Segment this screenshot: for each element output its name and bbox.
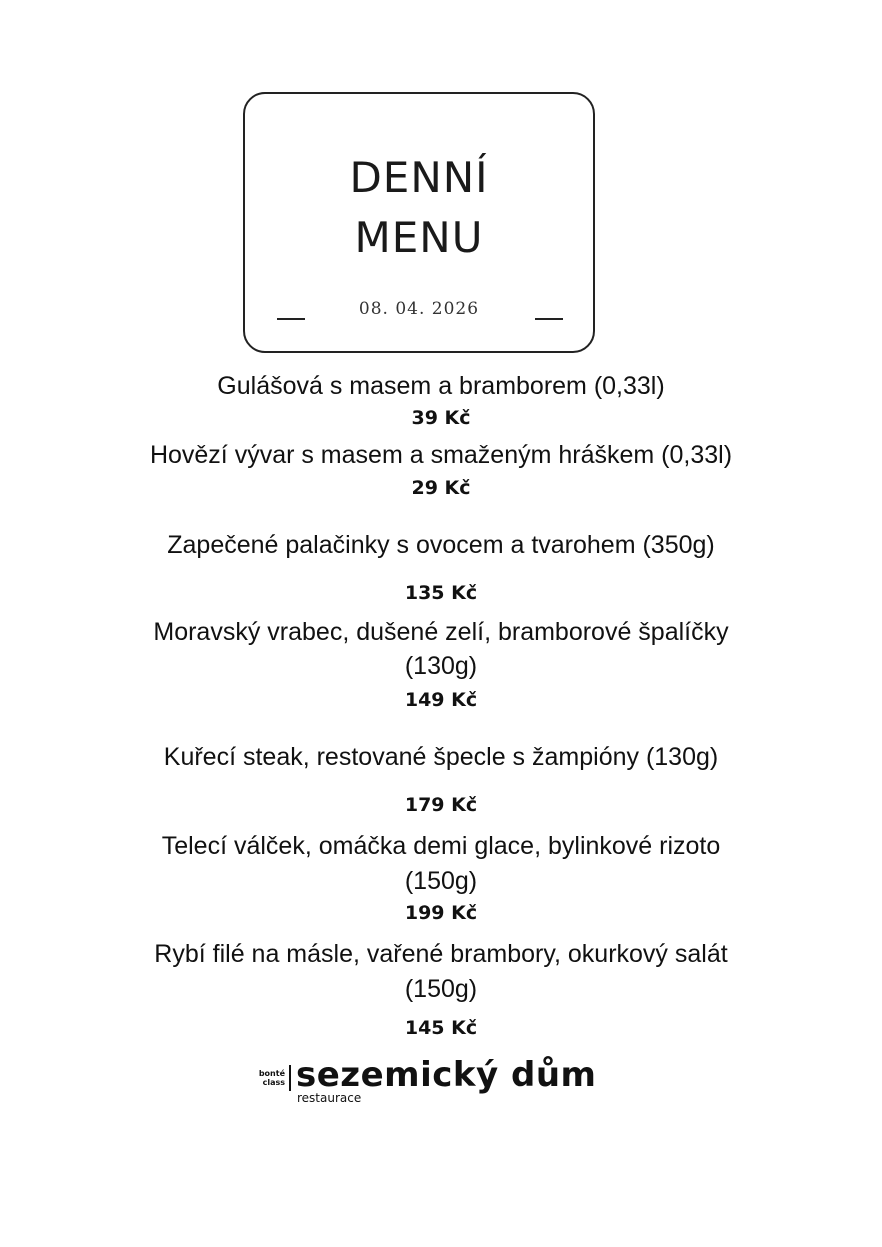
header-box — [243, 92, 595, 353]
logo-divider — [289, 1065, 291, 1091]
menu-item-name: Moravský vrabec, dušené zelí, bramborové špalíčky — [153, 618, 729, 646]
logo-tag-line-2: class — [262, 1078, 285, 1087]
logo-name: sezemický dům — [296, 1055, 597, 1095]
menu-item-price: 149 Kč — [404, 689, 478, 711]
page-title-line-1: DENNÍ — [349, 153, 489, 202]
menu-item-name-cont: (150g) — [404, 867, 478, 895]
menu-item-price: 39 Kč — [411, 407, 471, 429]
menu-item-name: Kuřecí steak, restované špecle s žampióny (130g) — [163, 743, 719, 771]
logo-tag-line-1: bonté — [258, 1069, 285, 1078]
menu-item-name: Hovězí vývar s masem a smaženým hráškem (0,33l) — [149, 441, 733, 469]
logo-tag — [249, 1069, 285, 1087]
menu-item-name: Zapečené palačinky s ovocem a tvarohem (350g) — [167, 531, 715, 559]
menu-item-price: 145 Kč — [404, 1017, 478, 1039]
menu-item-price: 179 Kč — [404, 794, 478, 816]
menu-item-price: 29 Kč — [411, 477, 471, 499]
date-row — [245, 299, 593, 323]
menu-item-name-cont: (150g) — [404, 975, 478, 1003]
menu-item-name-cont: (130g) — [404, 652, 478, 680]
page-title-line-2: MENU — [354, 213, 484, 262]
menu-item-name: Rybí filé na másle, vařené brambory, okurkový salát — [154, 940, 728, 968]
menu-item-price: 199 Kč — [404, 902, 478, 924]
menu-item-name: Telecí válček, omáčka demi glace, bylinkové rizoto — [161, 832, 721, 860]
restaurant-logo — [249, 1055, 629, 1110]
menu-item-name: Gulášová s masem a bramborem (0,33l) — [217, 372, 665, 400]
menu-date: 08. 04. 2026 — [358, 299, 480, 319]
menu-item-price: 135 Kč — [404, 582, 478, 604]
divider-right — [535, 318, 563, 320]
logo-subtitle: restaurace — [297, 1091, 362, 1105]
